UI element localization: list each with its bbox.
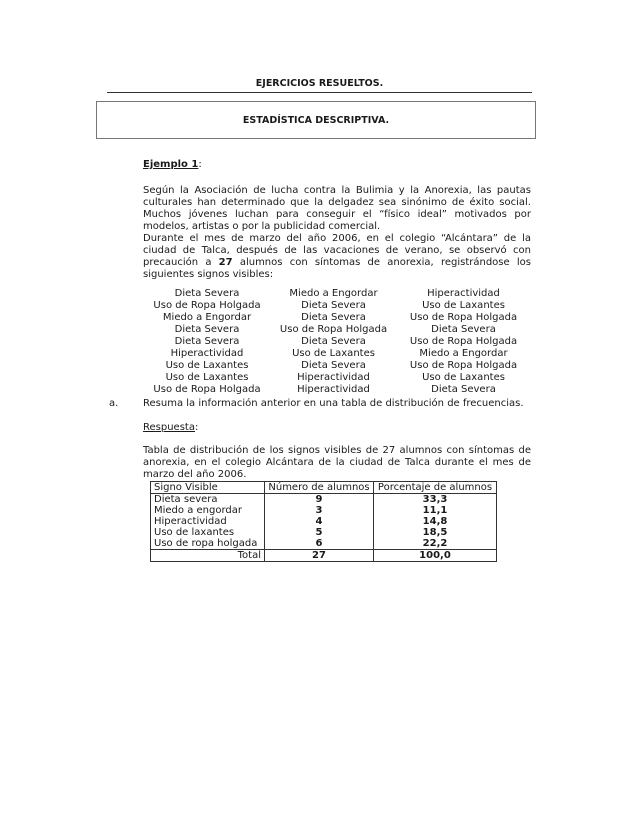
item-text: Resuma la información anterior en una tabla de distribución de frecuencias.: [143, 398, 524, 409]
cell-count: 4: [265, 516, 374, 527]
cell-percent: 11,1: [374, 505, 497, 516]
cell-percent: 14,8: [374, 516, 497, 527]
cell-sign: Uso de ropa holgada: [151, 538, 265, 550]
cell-sign: Hiperactividad: [151, 516, 265, 527]
header-count: Número de alumnos: [265, 482, 374, 494]
answer-heading: [143, 422, 531, 434]
example-label: Ejemplo 1: [143, 159, 199, 170]
sign-cell: Hiperactividad: [427, 288, 500, 299]
example-heading: [143, 159, 531, 171]
sign-cell: Uso de Ropa Holgada: [153, 384, 261, 395]
signs-grid: [143, 288, 531, 396]
example-label-suffix: :: [198, 159, 202, 170]
answer-section: [143, 422, 531, 562]
header-percent: Porcentaje de alumnos: [374, 482, 497, 494]
cell-sign: Dieta severa: [151, 494, 265, 506]
cell-sign: Miedo a engordar: [151, 505, 265, 516]
sign-cell: Dieta Severa: [301, 336, 366, 347]
sign-cell: Dieta Severa: [301, 300, 366, 311]
sign-cell: Dieta Severa: [174, 336, 240, 347]
sign-cell: Hiperactividad: [297, 384, 370, 395]
table-caption: Tabla de distribución de los signos visibles de 27 alumnos con síntomas de anorexia, en el colegio Alcántara de la ciudad de Talca durante el mes de marzo del año 2006.: [143, 445, 531, 480]
sign-cell: Uso de Laxantes: [165, 372, 249, 383]
sign-cell: Uso de Laxantes: [292, 348, 375, 359]
total-percent: 100,0: [374, 550, 497, 562]
answer-label: Respuesta: [143, 422, 195, 433]
sign-cell: Dieta Severa: [174, 324, 240, 335]
total-count: 27: [265, 550, 374, 562]
table-row: [151, 505, 497, 516]
frequency-table: [150, 481, 497, 562]
cell-count: 6: [265, 538, 374, 550]
cell-count: 3: [265, 505, 374, 516]
cell-percent: 33,3: [374, 494, 497, 506]
sign-cell: Miedo a Engordar: [162, 312, 252, 323]
example-section: [143, 159, 531, 396]
intro-paragraph: Según la Asociación de lucha contra la Bulimia y la Anorexia, las pautas culturales han determinado que la delgadez sea sinónimo de éxito social. Muchos jóvenes luchan para conseguir el “físico ideal” motivados por modelos, artistas o por la publicidad comercial.: [143, 185, 531, 232]
student-count: 27: [218, 257, 233, 268]
context-text-end: alumnos con síntomas de anorexia, registrándose los siguientes signos visibles:: [143, 257, 531, 280]
cell-percent: 22,2: [374, 538, 497, 550]
sign-cell: Uso de Laxantes: [422, 372, 505, 383]
table-row: [151, 538, 497, 550]
item-letter: a.: [109, 398, 119, 409]
sign-cell: Uso de Ropa Holgada: [153, 300, 261, 311]
sign-cell: Dieta Severa: [431, 324, 496, 335]
sign-cell: Dieta Severa: [301, 312, 366, 323]
sign-cell: Hiperactividad: [170, 348, 244, 359]
table-header-row: [151, 482, 497, 494]
context-text-start: Durante el mes de marzo del año 2006, en el colegio “Alcántara” de la ciudad de Talca, después de las vacaciones de verano, se observó con precaución a: [143, 233, 531, 268]
cell-count: 5: [265, 527, 374, 538]
total-label: Total: [151, 550, 265, 562]
cell-sign: Uso de laxantes: [151, 527, 265, 538]
header-sign: Signo Visible: [151, 482, 265, 494]
section-title: ESTADÍSTICA DESCRIPTIVA.: [242, 114, 390, 126]
cell-percent: 18,5: [374, 527, 497, 538]
page-header: EJERCICIOS RESUELTOS.: [107, 78, 532, 93]
cell-count: 9: [265, 494, 374, 506]
sign-cell: Uso de Ropa Holgada: [409, 312, 518, 323]
context-paragraph: [143, 233, 531, 281]
answer-label-suffix: :: [194, 422, 199, 433]
sign-cell: Miedo a Engordar: [419, 348, 508, 359]
sign-cell: Uso de Laxantes: [165, 360, 249, 371]
sign-cell: Uso de Ropa Holgada: [409, 336, 518, 347]
title-box: [96, 101, 536, 139]
sign-cell: Dieta Severa: [174, 288, 240, 299]
table-row: [151, 494, 497, 506]
table-total-row: [151, 550, 497, 562]
sign-cell: Dieta Severa: [431, 384, 496, 395]
table-row: [151, 516, 497, 527]
sign-cell: Uso de Ropa Holgada: [409, 360, 518, 371]
sign-cell: Uso de Ropa Holgada: [279, 324, 388, 335]
sign-cell: Hiperactividad: [297, 372, 370, 383]
sign-cell: Dieta Severa: [301, 360, 366, 371]
sign-cell: Uso de Laxantes: [422, 300, 505, 311]
sign-cell: Miedo a Engordar: [289, 288, 378, 299]
table-row: [151, 527, 497, 538]
